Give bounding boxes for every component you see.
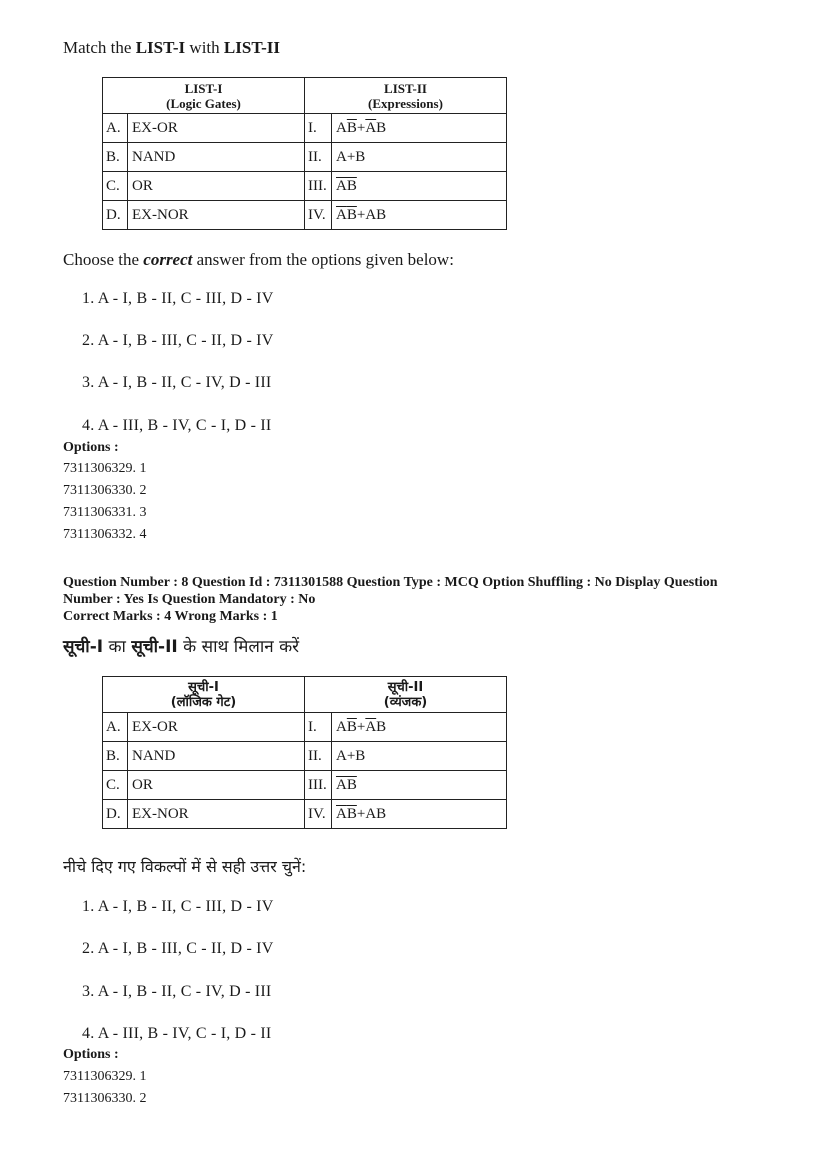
table-row: [103, 713, 507, 742]
q2-choice-4: 4. A - III, B - IV, C - I, D - II: [82, 1025, 272, 1042]
row-index: A.: [103, 114, 128, 143]
expression: A+B: [332, 742, 507, 771]
q2-heading-list2: सूची-II: [131, 637, 178, 657]
q1-heading-list2: LIST-II: [223, 38, 280, 57]
row-roman: III.: [305, 771, 332, 800]
q1-choice-1: 1. A - I, B - II, C - III, D - IV: [82, 290, 274, 307]
row-roman: II.: [305, 742, 332, 771]
row-roman: IV.: [305, 201, 332, 230]
expression-overlined: $\overline{AB}$: [336, 776, 357, 793]
gate-name: OR: [128, 172, 305, 201]
q2-choice-1: 1. A - I, B - II, C - III, D - IV: [82, 898, 274, 915]
row-roman: II.: [305, 143, 332, 172]
q1-heading-prefix: Match the: [63, 38, 136, 57]
q1-col1-header: [103, 78, 305, 114]
choose-suffix: answer from the options given below:: [192, 250, 454, 269]
q1-heading-mid: with: [185, 38, 224, 57]
q2-option-id-2: 7311306330. 2: [63, 1091, 147, 1106]
q2-col2-title: सूची-II: [387, 679, 424, 695]
choose-prefix: Choose the: [63, 250, 144, 269]
gate-name: EX-NOR: [128, 201, 305, 230]
q2-meta-line1: Question Number : 8 Question Id : 7311301588 Question Type : MCQ Option Shuffling : No Display Question: [63, 575, 718, 590]
q1-option-id-2: 7311306330. 2: [63, 483, 147, 498]
row-roman: IV.: [305, 800, 332, 829]
expression: [332, 771, 507, 800]
q1-choose-text: [63, 250, 454, 270]
q2-col1-title: सूची-I: [188, 679, 219, 695]
table-row: [103, 742, 507, 771]
q2-choose-text: नीचे दिए गए विकल्पों में से सही उत्तर चुनें:: [63, 857, 307, 876]
gate-name: EX-OR: [128, 713, 305, 742]
table-row: [103, 201, 507, 230]
table-header-row: [103, 78, 507, 114]
q2-meta-line2: Number : Yes Is Question Mandatory : No: [63, 592, 316, 607]
q1-col2-header: [305, 78, 507, 114]
expression: $\overline{A}\overline{B}+AB$: [332, 800, 507, 829]
q1-option-id-4: 7311306332. 4: [63, 527, 147, 542]
expression: [332, 172, 507, 201]
gate-name: OR: [128, 771, 305, 800]
table-row: [103, 114, 507, 143]
row-index: D.: [103, 201, 128, 230]
q1-option-id-1: 7311306329. 1: [63, 461, 147, 476]
q2-heading-mid: का: [103, 637, 132, 657]
table-row: [103, 771, 507, 800]
q1-col2-title: LIST-II: [384, 80, 427, 96]
q2-heading-list1: सूची-I: [63, 637, 104, 657]
q2-choice-2: 2. A - I, B - III, C - II, D - IV: [82, 940, 274, 957]
q2-choice-3: 3. A - I, B - II, C - IV, D - III: [82, 983, 272, 1000]
choose-emphasis: correct: [143, 250, 193, 269]
q1-col2-sub: (Expressions): [368, 95, 443, 111]
q2-meta: [63, 574, 763, 625]
row-index: C.: [103, 172, 128, 201]
q2-col1-header: [103, 677, 305, 713]
gate-name: NAND: [128, 143, 305, 172]
expression: A+B: [332, 143, 507, 172]
q2-col1-sub: (लॉजिक गेट): [170, 694, 237, 710]
expression-tail: +AB: [356, 206, 387, 223]
expression-overlined: $\overline{AB}$: [336, 177, 357, 194]
gate-name: EX-NOR: [128, 800, 305, 829]
expression: $A\overline{B}+\overline{A}B$: [332, 114, 507, 143]
table-row: [103, 172, 507, 201]
q2-col2-header: [305, 677, 507, 713]
q1-option-id-3: 7311306331. 3: [63, 505, 147, 520]
q2-options-label: Options :: [63, 1047, 119, 1062]
q1-col1-sub: (Logic Gates): [166, 95, 241, 111]
q1-choice-4: 4. A - III, B - IV, C - I, D - II: [82, 417, 272, 434]
q2-match-table: [102, 676, 507, 829]
row-roman: I.: [305, 114, 332, 143]
q2-option-id-1: 7311306329. 1: [63, 1069, 147, 1084]
row-index: B.: [103, 742, 128, 771]
table-row: [103, 143, 507, 172]
expression: $\overline{A}\overline{B}+AB$: [332, 201, 507, 230]
q2-meta-line3: Correct Marks : 4 Wrong Marks : 1: [63, 609, 278, 624]
table-header-row: [103, 677, 507, 713]
row-roman: III.: [305, 172, 332, 201]
q2-heading: [63, 634, 299, 657]
q1-options-label: Options :: [63, 440, 119, 455]
gate-name: EX-OR: [128, 114, 305, 143]
row-index: D.: [103, 800, 128, 829]
q1-choice-3: 3. A - I, B - II, C - IV, D - III: [82, 374, 272, 391]
expression-tail: +AB: [356, 805, 387, 822]
q1-col1-title: LIST-I: [184, 80, 223, 96]
q1-heading: [63, 38, 280, 58]
q2-col2-sub: (व्यंजक): [383, 694, 428, 710]
q1-heading-list1: LIST-I: [135, 38, 186, 57]
row-roman: I.: [305, 713, 332, 742]
table-row: [103, 800, 507, 829]
row-index: A.: [103, 713, 128, 742]
row-index: C.: [103, 771, 128, 800]
q2-heading-suffix: के साथ मिलान करें: [177, 637, 300, 657]
row-index: B.: [103, 143, 128, 172]
expression: $A\overline{B}+\overline{A}B$: [332, 713, 507, 742]
gate-name: NAND: [128, 742, 305, 771]
q1-match-table: [102, 77, 507, 230]
q1-choice-2: 2. A - I, B - III, C - II, D - IV: [82, 332, 274, 349]
